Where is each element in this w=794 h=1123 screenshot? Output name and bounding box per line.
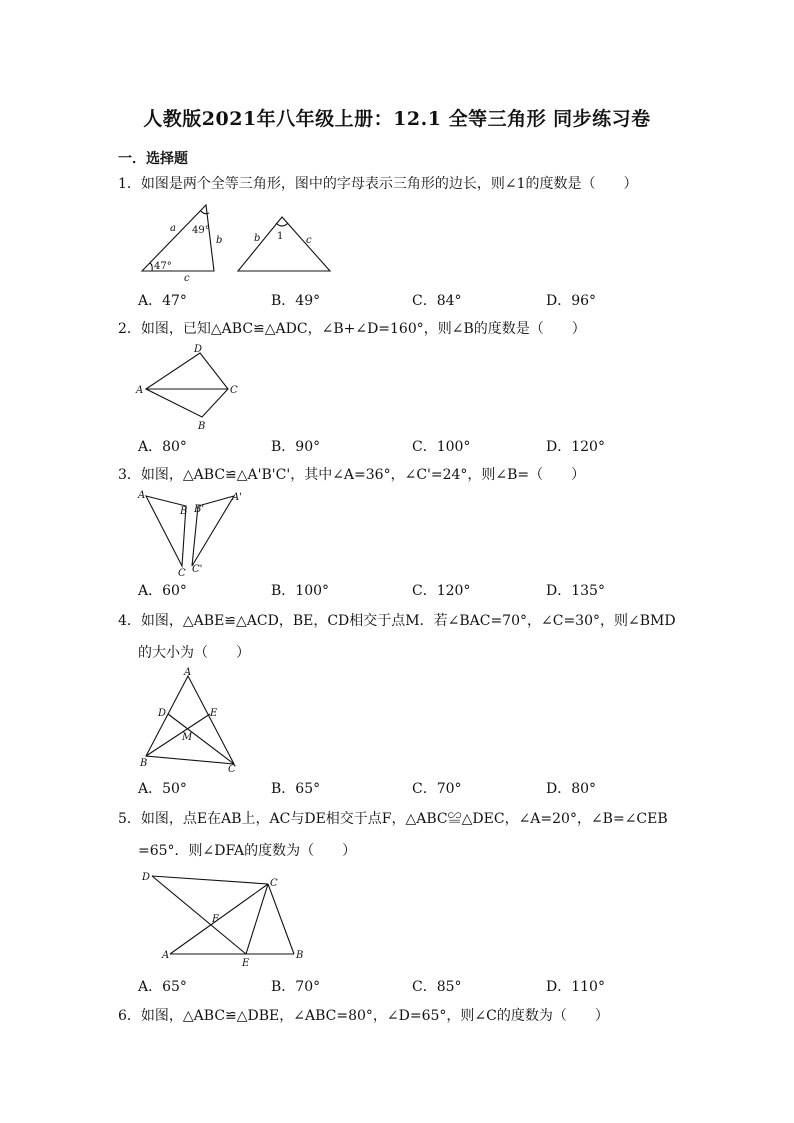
option-d[interactable]: D．110° [546, 979, 605, 995]
option-a[interactable]: A．65° [138, 979, 187, 995]
label-c-prime: C' [192, 564, 203, 575]
segment-be [146, 714, 210, 756]
question-5-stem [118, 803, 678, 867]
question-4-line-1: 4．如图，△ABE≌△ACD，BE，CD相交于点M．若∠BAC=70°，∠C=30°，则∠BMD [118, 613, 676, 629]
label-e: E [242, 958, 250, 969]
question-5-line-1: 5．如图，点E在AB上，AC与DE相交于点F，△ABC≌△DEC，∠A=20°，∠B=∠CEB [118, 811, 668, 827]
question-4-line-2: 的大小为（ ） [138, 645, 250, 661]
option-a[interactable]: A．47° [138, 293, 187, 309]
option-c[interactable]: C．120° [412, 583, 471, 599]
question-5-line-2: =65°．则∠DFA的度数为（ ） [138, 843, 357, 859]
segment-dc [152, 876, 268, 884]
outer-triangle [146, 676, 234, 764]
label-47: 47° [154, 261, 172, 272]
label-b: B [198, 421, 206, 432]
option-b[interactable]: B．90° [271, 439, 321, 455]
question-6-stem: 6．如图，△ABC≌△DBE，∠ABC=80°，∠D=65°，则∠C的度数为（ ） [118, 1008, 609, 1024]
option-a[interactable]: A．50° [138, 781, 187, 797]
label-a: a [170, 223, 176, 234]
label-c: C [178, 568, 186, 579]
label-c: C [270, 878, 278, 889]
option-a[interactable]: A．60° [138, 583, 187, 599]
question-1-stem: 1．如图是两个全等三角形，图中的字母表示三角形的边长，则∠1的度数是（ ） [118, 176, 638, 192]
segment-cb [268, 884, 294, 954]
page-title: 人教版2021年八年级上册：12.1 全等三角形 同步练习卷 [143, 108, 651, 130]
label-b: B [140, 758, 148, 769]
label-a-prime: A' [232, 492, 242, 503]
option-c[interactable]: C．100° [412, 439, 471, 455]
option-d[interactable]: D．96° [546, 293, 597, 309]
option-c[interactable]: C．84° [412, 293, 462, 309]
label-c-right: c [306, 235, 312, 246]
angle-mark-49 [201, 211, 209, 214]
segment-de [152, 876, 246, 954]
option-b[interactable]: B．49° [271, 293, 321, 309]
angle-mark-1 [276, 223, 288, 226]
question-2-stem: 2．如图，已知△ABC≌△ADC，∠B+∠D=160°，则∠B的度数是（ ） [118, 321, 586, 337]
segment-ec [246, 884, 268, 954]
label-b: B [180, 506, 188, 517]
question-3-options [138, 580, 678, 600]
question-2-figure [136, 343, 246, 431]
label-c: c [184, 273, 190, 284]
option-b[interactable]: B．65° [271, 781, 321, 797]
option-c[interactable]: C．70° [412, 781, 462, 797]
label-b-right: b [254, 233, 261, 244]
option-d[interactable]: D．80° [546, 781, 597, 797]
label-f: F [212, 914, 219, 925]
label-d: D [142, 872, 151, 883]
label-a: A [162, 950, 170, 961]
label-d: D [194, 344, 203, 355]
angle-mark-47 [150, 263, 152, 271]
question-2-options [138, 436, 678, 456]
quadrilateral-abcd [146, 353, 228, 417]
label-b: B [296, 950, 304, 961]
segment-ac [170, 884, 268, 954]
option-d[interactable]: D．135° [546, 583, 605, 599]
option-c[interactable]: C．85° [412, 979, 462, 995]
question-4-stem [118, 605, 678, 669]
question-1-options [138, 290, 678, 310]
triangle-left [142, 205, 214, 271]
label-a: A [184, 667, 192, 678]
question-1-figure [140, 203, 340, 284]
label-e: E [210, 708, 218, 719]
label-m: M [182, 732, 193, 743]
question-4-options [138, 778, 678, 798]
option-d[interactable]: D．120° [546, 439, 605, 455]
label-b-prime: B' [194, 504, 205, 515]
label-a: A [136, 385, 144, 396]
label-d: D [158, 708, 167, 719]
label-b: b [216, 235, 223, 246]
section-heading: 一．选择题 [118, 151, 188, 167]
option-a[interactable]: A．80° [138, 439, 187, 455]
label-a: A [138, 490, 146, 501]
segment-cd [168, 714, 234, 764]
option-b[interactable]: B．70° [271, 979, 321, 995]
question-3-stem: 3．如图，△ABC≌△A'B'C'，其中∠A=36°，∠C'=24°，则∠B=（ ） [118, 467, 586, 483]
label-49: 49° [192, 225, 210, 236]
label-c: C [230, 385, 238, 396]
option-b[interactable]: B．100° [271, 583, 330, 599]
label-1: 1 [277, 231, 284, 242]
question-5-options [138, 976, 678, 996]
question-4-figure [138, 667, 248, 775]
question-3-figure [136, 488, 246, 579]
label-c: C [228, 764, 236, 775]
question-5-figure [140, 868, 320, 972]
